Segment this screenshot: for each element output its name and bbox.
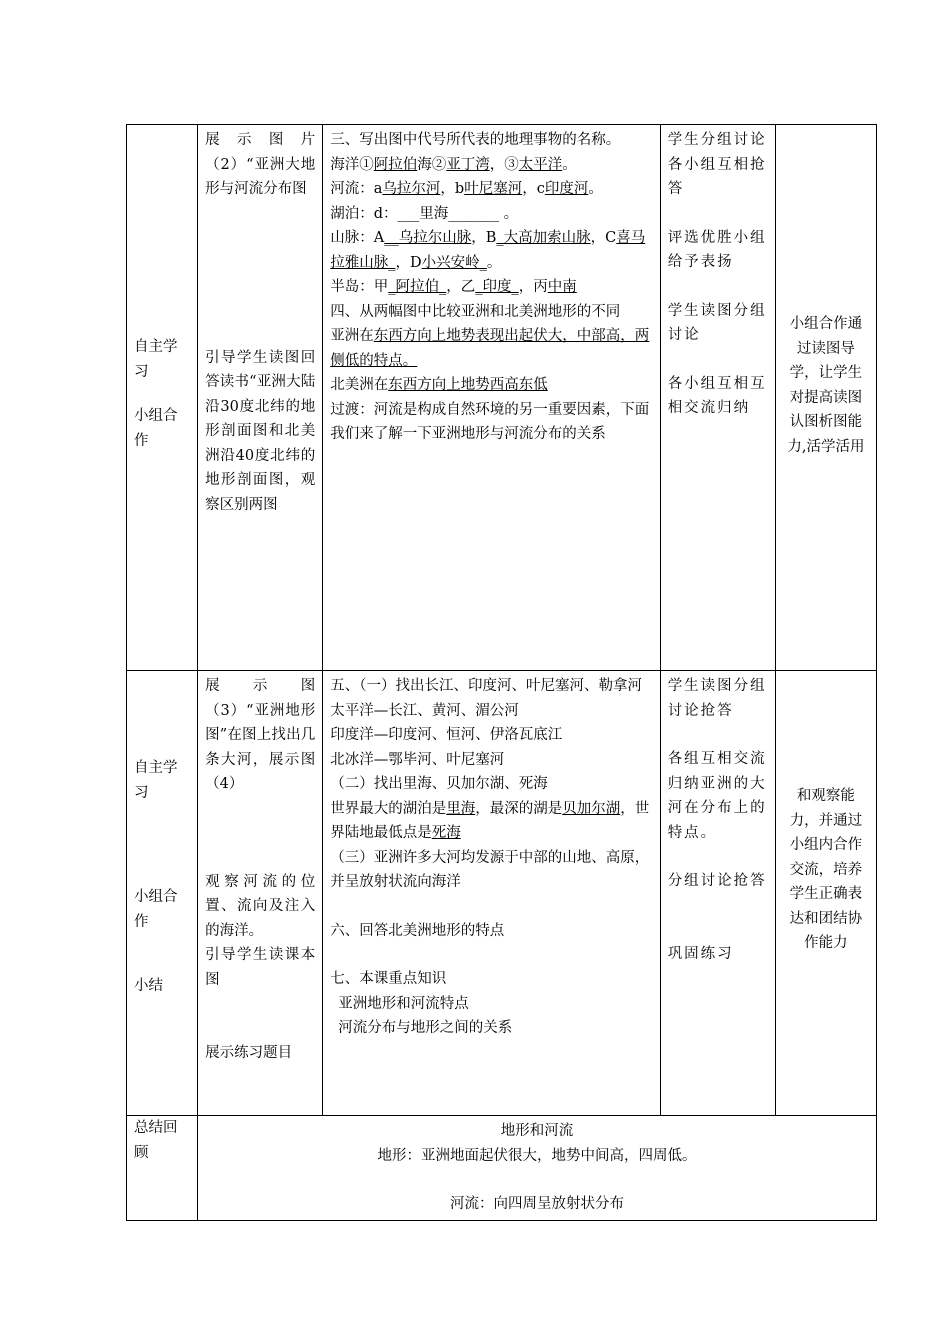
question-title: 五、（一）找出长江、印度河、叶尼塞河、勒拿河 [330,678,642,694]
summary-terrain: 地形：亚洲地面起伏很大，地势中间高，四周低。 [377,1147,697,1164]
summary-cell [198,1116,877,1221]
river-ocean-line: 太平洋—长江、黄河、湄公河 [330,702,519,719]
design-intent-cell [775,671,876,1116]
student-activity: 学生读图分组讨论 [667,302,767,343]
north-america-line: 北美洲在东西方向上地势西高东低 [330,377,548,393]
river-line: 河流：a乌拉尔河，b叶尼塞河，c印度河。 [330,181,603,197]
student-activity-cell [660,125,775,671]
question-title: 七、本课重点知识 [330,971,447,987]
peninsula-line: 半岛：甲_阿拉伯_，乙_印度_，丙中南 [330,279,577,295]
table-row [127,125,877,671]
subquestion: （三）亚洲许多大河均发源于中部的山地、高原，并呈放射状流向海洋 [330,849,650,890]
lake-facts: 世界最大的湖泊是里海，最深的湖是贝加尔湖，世界陆地最低点是死海 [330,800,650,841]
summary-title: 地形和河流 [500,1123,574,1139]
student-activity: 学生读图分组讨论抢答 [667,678,767,719]
river-ocean-line: 北冰洋—鄂毕河、叶尼塞河 [330,751,505,768]
question-title: 三、写出图中代号所代表的地理事物的名称。 [330,132,621,148]
question-title: 六、回答北美洲地形的特点 [330,922,505,939]
summary-label-cell [127,1116,198,1221]
lesson-plan-table [126,124,877,1221]
subquestion: （二）找出里海、贝加尔湖、死海 [330,776,548,792]
teacher-activity-cell [198,671,323,1116]
table-row [127,1116,877,1221]
key-point: 河流分布与地形之间的关系 [338,1020,513,1036]
student-activity: 巩固练习 [667,945,734,962]
ocean-line: 海洋①阿拉伯海②亚丁湾，③太平洋。 [330,156,577,173]
teacher-activity: 展 示 图 片（2）“亚洲大地形与河流分布图 [205,132,316,197]
summary-rivers: 河流：向四周呈放射状分布 [450,1196,625,1212]
stage-cell [127,671,198,1116]
teacher-activity: 展示练习题目 [205,1045,293,1061]
stage-label: 自主学习 [134,760,178,801]
teacher-activity-cell [198,125,323,671]
student-activity: 各小组互相抢答 [667,156,767,197]
content-cell [323,125,660,671]
key-point: 亚洲地形和河流特点 [338,995,469,1012]
teacher-activity: 引导学生读图回答读书“亚洲大陆沿30度北纬的地形剖面图和北美洲沿40度北纬的地形剖面图，观察区别两图 [205,349,316,513]
student-activity-cell [660,671,775,1116]
design-intent-cell [775,125,876,671]
student-activity: 分组讨论抢答 [667,873,767,889]
teacher-activity: 展 示 图（3）“亚洲地形图”在图上找出几条大河，展示图（4） [205,678,316,792]
asia-line: 亚洲在东西方向上地势表现出起伏大，中部高，两侧低的特点。 [330,328,650,369]
design-intent: 和观察能力，并通过小组内合作交流，培养学生正确表达和团结协作能力 [789,788,863,951]
river-ocean-line: 印度洋—印度河、恒河、伊洛瓦底江 [330,727,563,743]
lake-line: 湖泊：d：___里海_______ 。 [330,205,519,222]
student-activity: 给予表扬 [667,254,734,270]
teacher-activity: 观察河流的位置、流向及注入的海洋。 [205,873,316,939]
stage-label: 自主学习 [134,339,178,380]
student-activity: 学生分组讨论 [667,132,767,148]
student-activity: 各小组互相互相交流归纳 [667,375,767,416]
student-activity: 各组互相交流 [667,751,767,767]
summary-label: 总结回顾 [134,1120,178,1161]
teacher-activity: 引导学生读课本图 [205,947,316,988]
question-title: 四、从两幅图中比较亚洲和北美洲地形的不同 [330,303,621,320]
stage-label: 小组合作 [134,889,178,930]
table-row [127,671,877,1116]
mountain-line: 山脉：A__乌拉尔山脉，B_大高加索山脉，C喜马拉雅山脉_，D小兴安岭_。 [330,230,646,271]
content-cell [323,671,660,1116]
student-activity: 归纳亚洲的大河在分布上的特点。 [667,775,767,841]
transition-text: 过渡：河流是构成自然环境的另一重要因素，下面我们来了解一下亚洲地形与河流分布的关系 [330,401,650,442]
stage-label: 小组合作 [134,408,178,449]
stage-cell [127,125,198,671]
student-activity: 评选优胜小组 [667,229,767,246]
stage-label: 小结 [134,978,163,994]
design-intent: 小组合作通过读图导学，让学生对提高读图认图析图能力,活学活用 [787,316,865,455]
